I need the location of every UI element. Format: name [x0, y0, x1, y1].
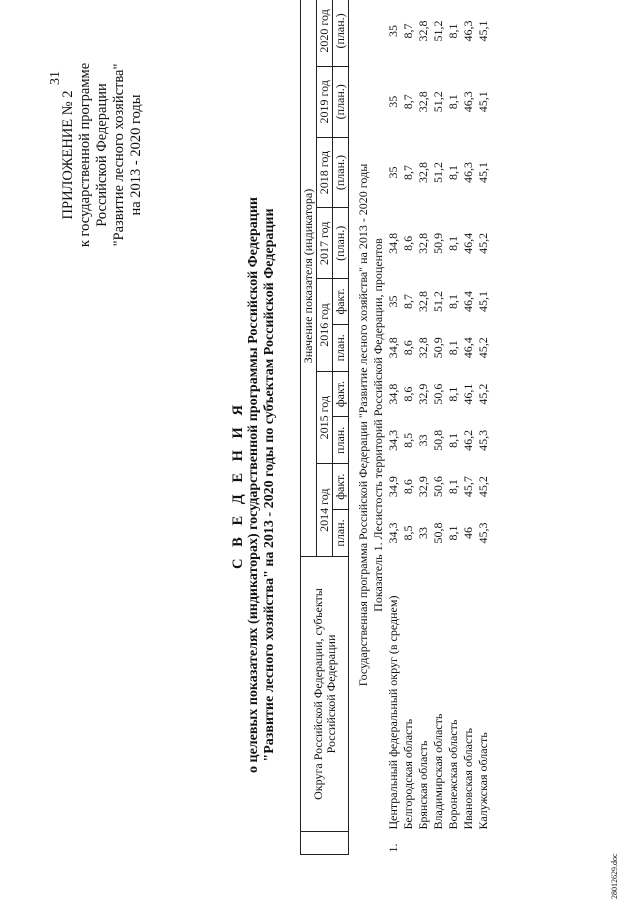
- row-value: 8,6: [401, 340, 415, 356]
- header-year: 2014 год: [317, 464, 333, 557]
- row-value: 46,3: [461, 91, 475, 113]
- row-region-name: Владимирская область: [431, 713, 445, 830]
- row-value: 50,8: [431, 429, 445, 451]
- row-value: 33: [416, 526, 430, 539]
- appendix-title: ПРИЛОЖЕНИЕ № 2: [60, 90, 76, 220]
- heading-title: С В Е Д Е Н И Я: [230, 401, 246, 569]
- document-heading: [230, 185, 278, 785]
- table-row: [476, 0, 491, 855]
- row-value: 32,8: [416, 20, 430, 42]
- row-value: 50,9: [431, 232, 445, 254]
- program-label-row: [349, 0, 372, 855]
- row-value: 32,9: [416, 383, 430, 405]
- page-number: 31: [48, 71, 63, 85]
- row-value: 35: [386, 95, 400, 108]
- table-row: [386, 0, 401, 855]
- row-value: 34,3: [386, 429, 400, 451]
- header-year: 2019 год: [317, 66, 333, 137]
- row-value: 46,1: [461, 383, 475, 405]
- row-value: 45,1: [476, 290, 490, 312]
- indicators-table: [300, 0, 491, 855]
- header-fact: факт.: [333, 279, 349, 325]
- row-region-name: Белгородская область: [401, 718, 415, 830]
- indicator-label-row: [371, 0, 386, 855]
- row-value: 8,1: [446, 94, 460, 110]
- header-plan-paren: (план.): [333, 66, 349, 137]
- row-value: 45,2: [476, 383, 490, 405]
- row-value: 35: [386, 24, 400, 37]
- header-plan-paren: (план.): [333, 137, 349, 208]
- row-value: 8,7: [401, 293, 415, 309]
- row-value: 8,6: [401, 235, 415, 251]
- row-value: 32,8: [416, 91, 430, 113]
- row-value: 45,7: [461, 476, 475, 498]
- row-value: 8,1: [446, 165, 460, 181]
- row-value: 46,2: [461, 429, 475, 451]
- row-value: 8,1: [446, 235, 460, 251]
- row-value: 51,2: [431, 91, 445, 113]
- row-number: [461, 832, 476, 855]
- row-value: 8,7: [401, 94, 415, 110]
- row-value: 32,8: [416, 232, 430, 254]
- row-value: 45,3: [476, 429, 490, 451]
- row-region-name: Калужская область: [476, 732, 490, 830]
- indicator-label: Показатель 1. Лесистость территорий Российской Федерации, процентов: [371, 238, 385, 612]
- row-value: 50,9: [431, 337, 445, 359]
- header-year: 2015 год: [317, 371, 333, 464]
- appendix-line: Российской Федерации: [94, 83, 110, 227]
- table-header-row: [301, 0, 317, 855]
- row-value: 50,8: [431, 522, 445, 544]
- row-value: 8,1: [446, 525, 460, 541]
- row-value: 32,9: [416, 476, 430, 498]
- table-row: [431, 0, 446, 855]
- row-value: 51,2: [431, 290, 445, 312]
- row-number: 1.: [386, 843, 400, 853]
- row-value: 8,5: [401, 525, 415, 541]
- row-value: 45,1: [476, 162, 490, 184]
- row-number: [416, 832, 431, 855]
- row-value: 50,6: [431, 476, 445, 498]
- appendix-line: "Развитие лесного хозяйства": [111, 63, 127, 247]
- row-number: [476, 832, 491, 855]
- row-value: 8,5: [401, 432, 415, 448]
- row-value: 8,7: [401, 165, 415, 181]
- row-number: [401, 832, 416, 855]
- row-region-name: Воронежская область: [446, 719, 460, 830]
- row-value: 8,1: [446, 293, 460, 309]
- row-number: [446, 832, 461, 855]
- row-number: [431, 832, 446, 855]
- row-value: 34,3: [386, 522, 400, 544]
- row-value: 51,2: [431, 20, 445, 42]
- row-value: 8,1: [446, 386, 460, 402]
- row-value: 8,1: [446, 479, 460, 495]
- row-value: 8,7: [401, 23, 415, 39]
- appendix-line: на 2013 - 2020 годы: [128, 94, 144, 216]
- appendix-block: [60, 45, 145, 265]
- row-region-name: Ивановская область: [461, 727, 475, 830]
- row-value: 33: [416, 434, 430, 447]
- row-value: 32,8: [416, 162, 430, 184]
- row-value: 45,2: [476, 232, 490, 254]
- heading-line: о целевых показателях (индикаторах) государственной программы Российской Федерации: [246, 197, 261, 773]
- row-value: 35: [386, 166, 400, 179]
- row-value: 46,3: [461, 162, 475, 184]
- row-value: 8,1: [446, 432, 460, 448]
- row-value: 45,3: [476, 522, 490, 544]
- header-plan: план.: [333, 417, 349, 464]
- row-value: 51,2: [431, 162, 445, 184]
- row-value: 45,2: [476, 337, 490, 359]
- header-year: 2018 год: [317, 137, 333, 208]
- row-value: 8,6: [401, 479, 415, 495]
- header-plan-paren: (план.): [333, 208, 349, 279]
- appendix-line: к государственной программе: [77, 62, 93, 248]
- row-value: 35: [386, 295, 400, 308]
- header-plan: план.: [333, 509, 349, 556]
- table-row: [446, 0, 461, 855]
- row-value: 46,3: [461, 20, 475, 42]
- table-row: [461, 0, 476, 855]
- row-value: 45,1: [476, 20, 490, 42]
- table-row: [401, 0, 416, 855]
- header-value: Значение показателя (индикатора): [301, 0, 317, 557]
- row-value: 8,1: [446, 23, 460, 39]
- table-row: [416, 0, 431, 855]
- header-year: 2020 год: [317, 0, 333, 66]
- row-value: 32,8: [416, 337, 430, 359]
- row-value: 45,1: [476, 91, 490, 113]
- header-year: 2016 год: [317, 279, 333, 372]
- row-region-name: Центральный федеральный округ (в среднем): [386, 595, 400, 830]
- row-value: 46,4: [461, 232, 475, 254]
- header-fact: факт.: [333, 464, 349, 510]
- document-id: 28012629.doc: [610, 853, 619, 899]
- row-value: 8,6: [401, 386, 415, 402]
- header-fact: факт.: [333, 371, 349, 417]
- header-plan-paren: (план.): [333, 0, 349, 66]
- row-value: 8,1: [446, 340, 460, 356]
- row-value: 46: [461, 526, 475, 539]
- row-value: 34,8: [386, 232, 400, 254]
- row-value: 46,4: [461, 337, 475, 359]
- heading-line: "Развитие лесного хозяйства" на 2013 - 2020 годы по субъектам Российской Федерации: [262, 208, 277, 762]
- row-region-name: Брянская область: [416, 740, 430, 830]
- row-value: 34,8: [386, 337, 400, 359]
- row-value: 34,8: [386, 383, 400, 405]
- row-value: 50,6: [431, 383, 445, 405]
- table-body: [386, 0, 491, 855]
- header-num-cell: [301, 832, 349, 855]
- header-region: Округа Российской Федерации, субъекты Российской Федерации: [301, 557, 349, 832]
- header-plan: план.: [333, 324, 349, 371]
- header-year: 2017 год: [317, 208, 333, 279]
- row-value: 32,8: [416, 290, 430, 312]
- program-label: Государственная программа Российской Федерации "Развитие лесного хозяйства" на 2013 - 2020 годы: [356, 163, 370, 687]
- row-value: 45,2: [476, 476, 490, 498]
- row-value: 34,9: [386, 476, 400, 498]
- row-value: 46,4: [461, 290, 475, 312]
